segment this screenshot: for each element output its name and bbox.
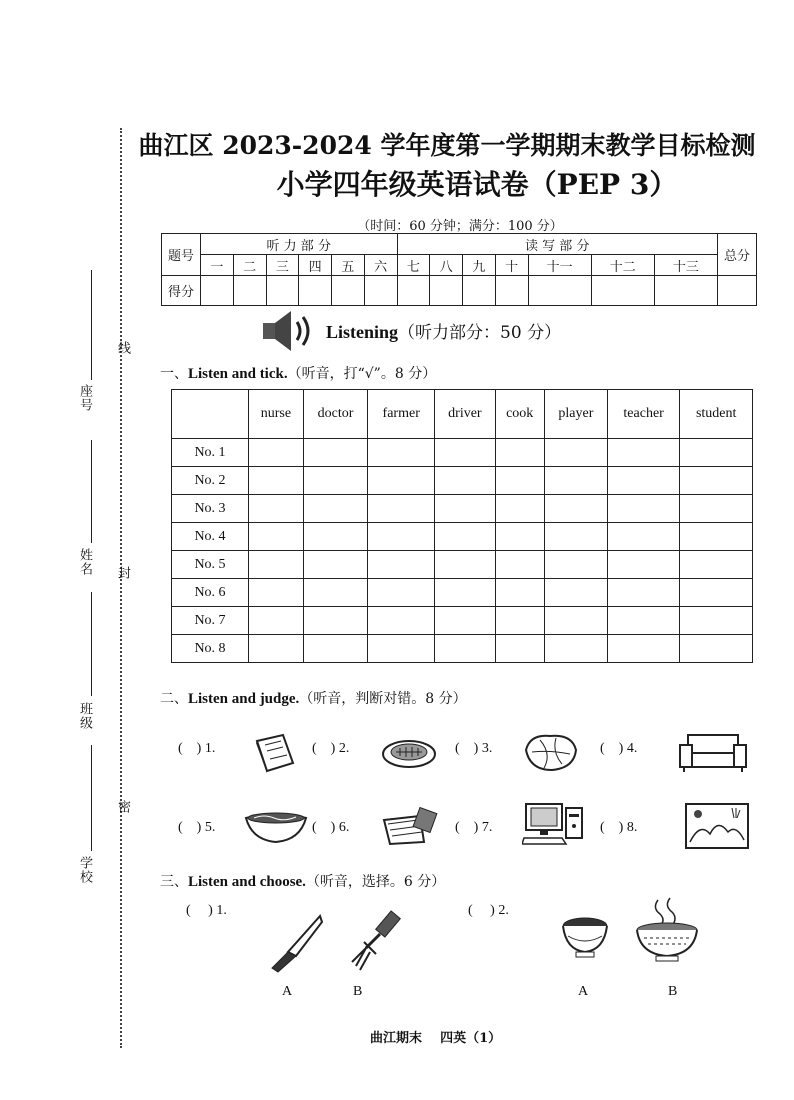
tick-cell[interactable] [435,607,495,635]
score-col-8: 八 [430,255,463,276]
seal-char-seal: 封 [115,566,130,580]
tick-row-label: No. 5 [172,551,249,579]
choose-q2-option-b[interactable]: B [668,984,678,999]
score-table-title-label: 题号 [162,234,201,276]
tick-col-doctor: doctor [303,390,367,439]
tick-cell[interactable] [435,579,495,607]
score-col-12: 十二 [591,255,654,276]
judge-question-1[interactable]: ( ) 1. [178,741,216,756]
section3-number: 三、 [160,874,188,890]
tick-cell[interactable] [544,495,607,523]
section3-title-en: Listen and choose. [188,874,306,890]
cabbage-picture [522,730,580,772]
tick-cell[interactable] [303,551,367,579]
choose-question-1[interactable]: ( ) 1. [186,903,227,918]
score-table-reading-header: 读 写 部 分 [397,234,718,255]
tick-cell[interactable] [435,523,495,551]
tick-table-row [172,579,753,607]
tick-cell[interactable] [435,551,495,579]
choose-question-2[interactable]: ( ) 2. [468,903,509,918]
tick-col-cook: cook [495,390,544,439]
tick-cell[interactable] [495,439,544,467]
tick-row-label: No. 2 [172,467,249,495]
tick-cell[interactable] [368,579,435,607]
choose-q1-option-a[interactable]: A [282,984,293,999]
name-label: 姓名 [77,548,92,576]
tick-cell[interactable] [435,495,495,523]
judge-question-5[interactable]: ( ) 5. [178,820,216,835]
section1-title-en: Listen and tick. [188,366,288,382]
school-field[interactable] [91,745,92,851]
score-cell[interactable] [266,276,299,306]
tick-cell[interactable] [680,439,753,467]
choose-q2-option-a[interactable]: A [578,984,589,999]
tick-col-student: student [680,390,753,439]
sofa-picture [678,731,748,773]
score-cell[interactable] [591,276,654,306]
score-col-9: 九 [463,255,496,276]
tick-cell[interactable] [680,635,753,663]
tick-cell[interactable] [303,607,367,635]
tick-cell[interactable] [607,607,680,635]
listening-heading [326,318,561,343]
soup-bowl-picture [632,896,702,964]
tick-cell[interactable] [435,439,495,467]
tick-row-label: No. 6 [172,579,249,607]
section1-heading [160,363,436,383]
tick-cell[interactable] [249,523,304,551]
tick-cell[interactable] [249,467,304,495]
score-col-4: 四 [299,255,332,276]
tick-cell[interactable] [249,439,304,467]
tick-cell[interactable] [303,579,367,607]
score-cell[interactable] [430,276,463,306]
section2-number: 二、 [160,691,188,707]
section3-title-cn: （听音，选择。6 分） [305,874,446,890]
tick-cell[interactable] [368,467,435,495]
exam-time-info: （时间：60 分钟；满分：100 分） [357,219,563,234]
score-col-5: 五 [332,255,365,276]
tick-cell[interactable] [680,467,753,495]
score-cell[interactable] [332,276,365,306]
painting-picture [684,802,750,850]
listening-heading-detail: （听力部分：50 分） [398,323,562,343]
score-col-11: 十一 [528,255,591,276]
rice-bowl-picture [558,906,612,960]
tick-row-label: No. 7 [172,607,249,635]
tick-cell[interactable] [435,467,495,495]
tick-col-player: player [544,390,607,439]
name-field[interactable] [91,440,92,543]
tick-cell[interactable] [680,607,753,635]
binding-dotted-line [120,128,122,1048]
score-col-3: 三 [266,255,299,276]
tick-row-label: No. 1 [172,439,249,467]
judge-question-7[interactable]: ( ) 7. [455,820,493,835]
score-cell[interactable] [495,276,528,306]
tick-cell[interactable] [368,495,435,523]
tick-cell[interactable] [249,607,304,635]
judge-question-2[interactable]: ( ) 2. [312,741,350,756]
tick-col-teacher: teacher [607,390,680,439]
tick-cell[interactable] [607,579,680,607]
tick-cell[interactable] [607,495,680,523]
tick-cell[interactable] [544,579,607,607]
tick-cell[interactable] [680,579,753,607]
score-col-7: 七 [397,255,430,276]
section1-number: 一、 [160,366,188,382]
tick-col-farmer: farmer [368,390,435,439]
computer-picture [522,802,586,846]
seal-char-secret: 密 [115,800,130,814]
choose-q1-option-b[interactable]: B [353,984,363,999]
score-col-10: 十 [495,255,528,276]
tick-table [171,389,753,663]
score-table-total-label: 总分 [718,234,757,276]
tick-cell[interactable] [249,551,304,579]
class-label: 班级 [77,702,92,730]
tick-cell[interactable] [495,579,544,607]
tick-cell[interactable] [435,635,495,663]
tick-cell[interactable] [495,467,544,495]
section2-title-cn: （听音，判断对错。8 分） [299,691,467,707]
section2-title-en: Listen and judge. [188,691,300,707]
section3-heading [160,871,445,891]
fork-picture [346,910,406,974]
tick-cell[interactable] [607,523,680,551]
score-cell[interactable] [299,276,332,306]
tick-table-row [172,523,753,551]
seal-char-line: 线 [115,341,130,355]
score-col-6: 六 [364,255,397,276]
score-col-1: 一 [201,255,234,276]
tick-cell[interactable] [544,523,607,551]
tick-row-label: No. 8 [172,635,249,663]
tick-cell[interactable] [607,467,680,495]
speaker-icon [261,308,317,354]
page-footer: 曲江期末 四英（1） [370,1031,502,1046]
tick-cell[interactable] [249,495,304,523]
chips-picture [380,806,438,846]
exam-title-line1-text: 曲江区 2023-2024 学年度第一学期期末教学目标检测 [138,131,756,160]
class-field[interactable] [91,592,92,696]
tick-cell[interactable] [544,439,607,467]
score-cell[interactable] [201,276,234,306]
section1-title-cn: （听音，打“√”。8 分） [287,366,437,382]
tick-table-row [172,607,753,635]
school-label: 学校 [77,856,92,884]
tick-table-row [172,495,753,523]
noodles-picture [244,808,308,844]
tick-cell[interactable] [368,439,435,467]
tick-table-row [172,467,753,495]
section2-heading [160,688,467,708]
judge-question-8[interactable]: ( ) 8. [600,820,638,835]
tick-cell[interactable] [495,523,544,551]
score-total-cell[interactable] [718,276,757,306]
tick-table-row [172,635,753,663]
tick-cell[interactable] [544,551,607,579]
tick-cell[interactable] [303,467,367,495]
score-cell[interactable] [528,276,591,306]
score-col-2: 二 [233,255,266,276]
fish-picture [380,737,438,771]
exam-title-line2: 小学四年级英语试卷（PEP 3） [276,168,678,201]
listening-heading-label: Listening [326,322,399,342]
tick-cell[interactable] [249,635,304,663]
score-table-listening-header: 听 力 部 分 [201,234,398,255]
score-cell[interactable] [654,276,717,306]
judge-question-3[interactable]: ( ) 3. [455,741,493,756]
tick-cell[interactable] [368,635,435,663]
tick-cell[interactable] [607,635,680,663]
tick-cell[interactable] [303,523,367,551]
tick-row-label: No. 4 [172,523,249,551]
score-cell[interactable] [397,276,430,306]
book-picture [253,733,297,773]
score-cell[interactable] [233,276,266,306]
tick-cell[interactable] [544,607,607,635]
tick-cell[interactable] [495,607,544,635]
tick-col-nurse: nurse [249,390,304,439]
knife-picture [268,912,326,974]
score-table [161,233,757,306]
tick-cell[interactable] [544,635,607,663]
tick-cell[interactable] [368,523,435,551]
tick-cell[interactable] [368,551,435,579]
tick-cell[interactable] [249,579,304,607]
score-col-13: 十三 [654,255,717,276]
tick-cell[interactable] [368,607,435,635]
seat-field[interactable] [91,270,92,380]
tick-cell[interactable] [680,495,753,523]
tick-table-row [172,439,753,467]
tick-row-label: No. 3 [172,495,249,523]
tick-table-body [172,439,753,663]
tick-col-driver: driver [435,390,495,439]
tick-cell[interactable] [495,551,544,579]
tick-cell[interactable] [680,523,753,551]
tick-cell[interactable] [303,439,367,467]
tick-cell[interactable] [495,495,544,523]
judge-question-6[interactable]: ( ) 6. [312,820,350,835]
tick-cell[interactable] [544,467,607,495]
score-table-score-label: 得分 [162,276,201,306]
tick-cell[interactable] [303,495,367,523]
tick-cell[interactable] [495,635,544,663]
tick-table-row [172,551,753,579]
exam-title-line1 [0,126,794,162]
score-cell[interactable] [364,276,397,306]
seat-label: 座号 [77,384,92,412]
tick-cell[interactable] [680,551,753,579]
judge-question-4[interactable]: ( ) 4. [600,741,638,756]
tick-table-corner [172,390,249,439]
score-cell[interactable] [463,276,496,306]
tick-cell[interactable] [607,551,680,579]
tick-cell[interactable] [607,439,680,467]
tick-cell[interactable] [303,635,367,663]
